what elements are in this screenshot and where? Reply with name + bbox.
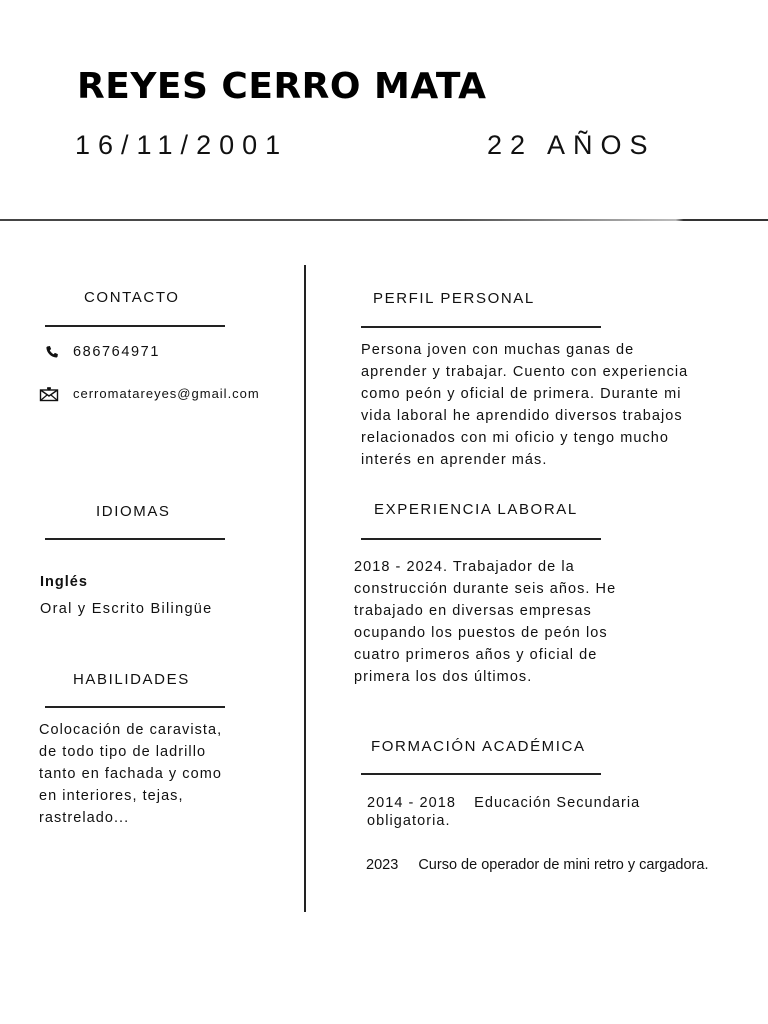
contact-title: CONTACTO xyxy=(84,289,180,306)
candidate-name: REYES CERRO MATA xyxy=(77,66,487,107)
skills-title: HABILIDADES xyxy=(73,671,190,688)
education-rule xyxy=(361,773,601,775)
experience-text: 2018 - 2024. Trabajador de la construcción durante seis años. He trabajado en diversas empresas ocupando los puestos de peón los cuatro primeros años y oficial de primera los dos últimos. xyxy=(354,559,617,685)
education-description: Curso de operador de mini retro y cargadora. xyxy=(418,857,709,873)
age: 22 AÑOS xyxy=(487,130,656,160)
languages-rule xyxy=(45,538,225,540)
experience-title: EXPERIENCIA LABORAL xyxy=(374,501,578,518)
envelope-icon xyxy=(39,386,59,407)
email-address[interactable]: cerromatareyes@gmail.com xyxy=(73,386,260,401)
education-description-cont: obligatoria. xyxy=(367,813,451,829)
education-item xyxy=(367,794,757,830)
profile-text: Persona joven con muchas ganas de aprender y trabajar. Cuento con experiencia como peón y oficial de primera. Durante mi vida laboral he aprendido diversos trabajos relacionados con mi oficio y tengo mucho interés en aprender más. xyxy=(361,342,689,468)
phone-number[interactable]: 686764971 xyxy=(73,344,160,360)
education-item xyxy=(366,857,708,873)
education-years: 2023 xyxy=(366,857,399,873)
profile-title: PERFIL PERSONAL xyxy=(373,290,535,307)
education-description: Educación Secundaria xyxy=(474,795,641,811)
education-title: FORMACIÓN ACADÉMICA xyxy=(371,738,586,755)
languages-title: IDIOMAS xyxy=(96,503,171,520)
column-divider xyxy=(304,265,306,912)
language-level: Oral y Escrito Bilingüe xyxy=(40,601,213,617)
language-name: Inglés xyxy=(40,574,88,590)
skills-rule xyxy=(45,706,225,708)
phone-icon xyxy=(44,345,60,364)
profile-rule xyxy=(361,326,601,328)
birth-date: 16/11/2001 xyxy=(75,130,289,160)
experience-rule xyxy=(361,538,601,540)
skills-text: Colocación de caravista, de todo tipo de ladrillo tanto en fachada y como en interiores, tejas, rastrelado... xyxy=(39,722,223,826)
header-divider xyxy=(0,219,768,221)
contact-rule xyxy=(45,325,225,327)
education-years: 2014 - 2018 xyxy=(367,795,456,811)
